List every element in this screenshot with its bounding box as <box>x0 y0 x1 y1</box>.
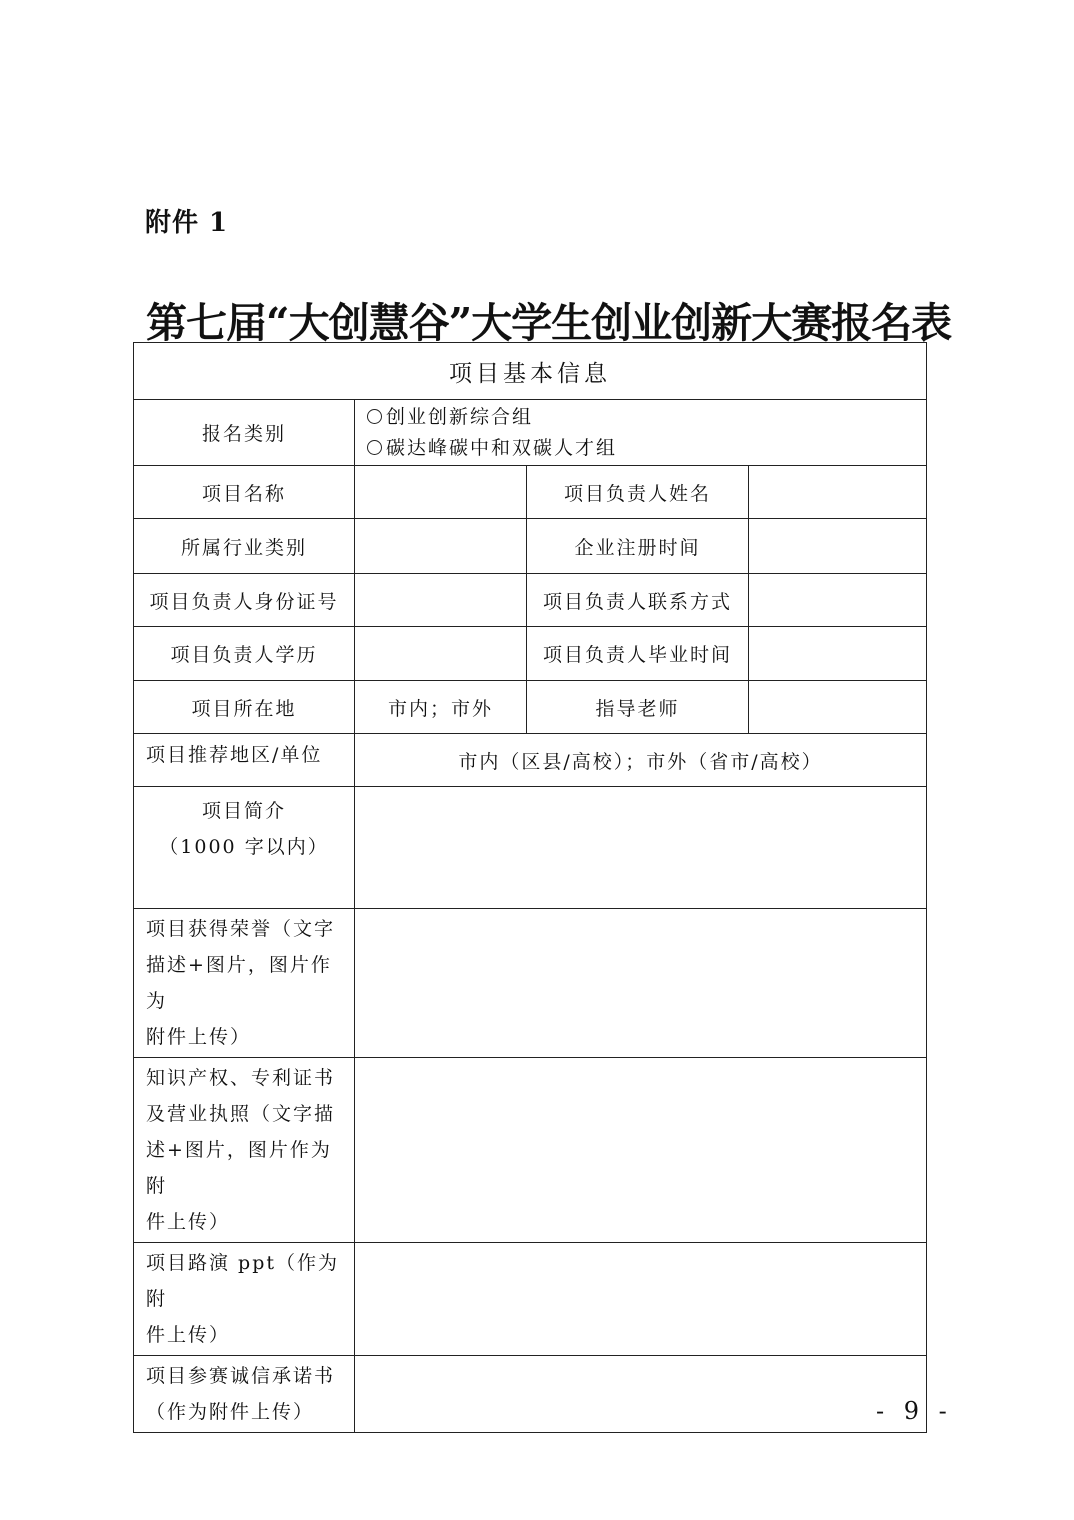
radio-circle-icon <box>367 440 382 455</box>
radio-circle-icon <box>367 409 382 424</box>
leader-graduation-field[interactable] <box>749 627 927 681</box>
roadshow-field[interactable] <box>355 1243 927 1356</box>
registration-form-table <box>133 342 927 1433</box>
honors-field[interactable] <box>355 909 927 1058</box>
industry-label: 所属行业类别 <box>134 519 355 574</box>
ip-field[interactable] <box>355 1058 927 1243</box>
leader-name-field[interactable] <box>749 466 927 519</box>
ip-label: 知识产权、专利证书 及营业执照（文字描 述+图片，图片作为附 件上传） <box>134 1058 355 1243</box>
category-label: 报名类别 <box>134 400 355 466</box>
leader-education-field[interactable] <box>355 627 527 681</box>
leader-education-label: 项目负责人学历 <box>134 627 355 681</box>
leader-id-label: 项目负责人身份证号 <box>134 574 355 627</box>
project-name-field[interactable] <box>355 466 527 519</box>
recommend-value[interactable]: 市内（区县/高校）；市外（省市/高校） <box>355 734 927 787</box>
advisor-field[interactable] <box>749 681 927 734</box>
location-value[interactable]: 市内；市外 <box>355 681 527 734</box>
leader-name-label: 项目负责人姓名 <box>527 466 749 519</box>
location-label: 项目所在地 <box>134 681 355 734</box>
category-option[interactable]: 创业创新综合组 <box>367 402 926 433</box>
industry-field[interactable] <box>355 519 527 574</box>
registration-time-label: 企业注册时间 <box>527 519 749 574</box>
registration-time-field[interactable] <box>749 519 927 574</box>
leader-graduation-label: 项目负责人毕业时间 <box>527 627 749 681</box>
recommend-label: 项目推荐地区/单位 <box>134 734 355 787</box>
intro-field[interactable] <box>355 787 927 909</box>
honors-label: 项目获得荣誉（文字 描述+图片，图片作为 附件上传） <box>134 909 355 1058</box>
intro-label: 项目简介 （1000 字以内） <box>134 787 355 909</box>
category-option[interactable]: 碳达峰碳中和双碳人才组 <box>367 433 926 464</box>
page-title: 第七届“大创慧谷”大学生创业创新大赛报名表 <box>146 299 952 347</box>
attachment-label: 附件 1 <box>145 208 229 238</box>
leader-contact-label: 项目负责人联系方式 <box>527 574 749 627</box>
integrity-field[interactable] <box>355 1356 927 1433</box>
section-header: 项目基本信息 <box>134 343 927 400</box>
project-name-label: 项目名称 <box>134 466 355 519</box>
advisor-label: 指导老师 <box>527 681 749 734</box>
category-options <box>355 400 927 466</box>
integrity-label: 项目参赛诚信承诺书 （作为附件上传） <box>134 1356 355 1433</box>
leader-id-field[interactable] <box>355 574 527 627</box>
leader-contact-field[interactable] <box>749 574 927 627</box>
roadshow-label: 项目路演 ppt（作为附 件上传） <box>134 1243 355 1356</box>
page-number: - 9 - <box>876 1397 953 1425</box>
